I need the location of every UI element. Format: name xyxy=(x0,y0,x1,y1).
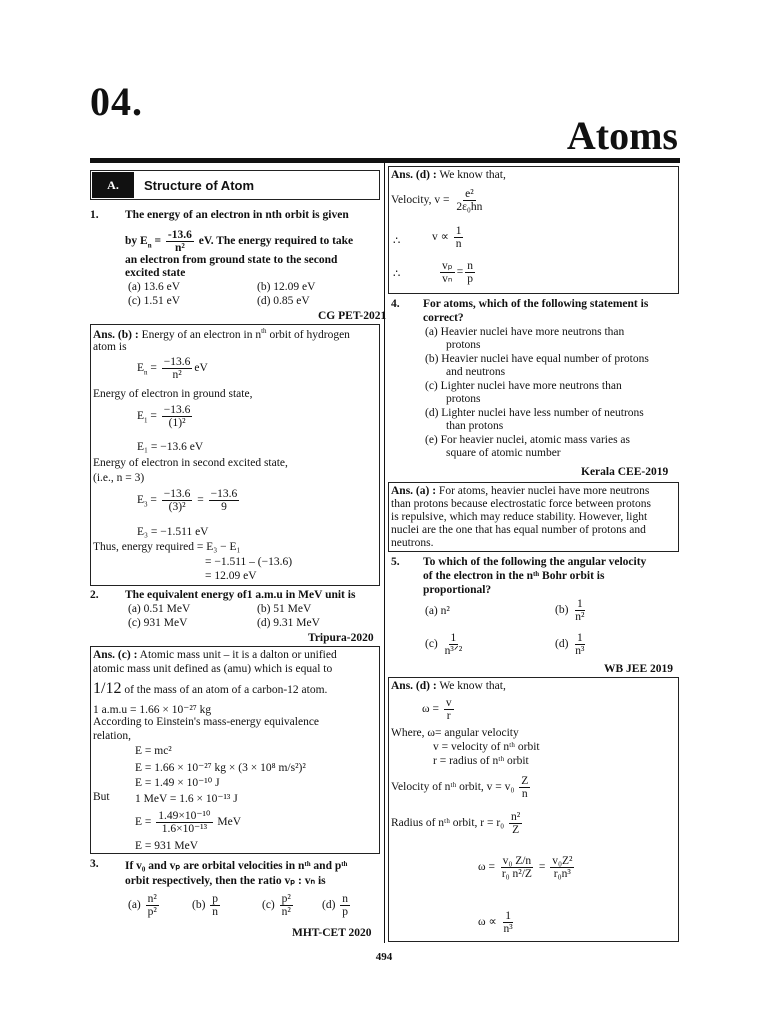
page-number: 494 xyxy=(375,951,393,963)
q1-line4: excited state xyxy=(125,267,186,279)
ans2-eq: E = $\frac{\text{1.49×10⁻¹⁰}}{\text{1.6×10⁻¹³}}$ MeV xyxy=(135,810,242,836)
ans1-eq1: $E_n$ = $\frac{-13.6}{\text{n²}}$ eV xyxy=(137,356,208,382)
ans5-velocity: Velocity of nᵗʰ orbit, v = v₀ $\frac{Z}{n}$ xyxy=(391,775,529,801)
ans4-line1: Ans. (a) : For atoms, heavier nuclei have more neutrons xyxy=(391,485,650,497)
q5-number: 5. xyxy=(391,556,400,568)
q3-source: MHT-CET 2020 xyxy=(292,927,372,939)
section-label: A. xyxy=(92,172,134,198)
section-title: Structure of Atom xyxy=(144,178,255,193)
ans2-line3: 1/12 of the mass of an atom of a carbon-12 atom. xyxy=(93,680,328,697)
ans2-line9: E = 1.49 × 10⁻¹⁰ J xyxy=(135,777,220,789)
q2-option-a: (a) 0.51 MeV xyxy=(128,603,191,615)
q4-option-e2: square of atomic number xyxy=(446,447,561,459)
q2-option-b: (b) 51 MeV xyxy=(257,603,312,615)
title-rule xyxy=(90,158,680,163)
chapter-number: 04. xyxy=(90,79,143,124)
q4-option-c2: protons xyxy=(446,393,481,405)
q4-line2: correct? xyxy=(423,312,464,324)
q1-option-a: (a) 13.6 eV xyxy=(128,281,181,293)
q1-line3: an electron from ground state to the second xyxy=(125,254,338,266)
ans1-line5: Energy of electron in second excited state, xyxy=(93,457,288,469)
ans2-line11: E = 931 MeV xyxy=(135,840,199,852)
ans2-line7: E = mc² xyxy=(135,745,172,757)
q1-line2: by $E_n$ = $\frac{-13.6}{\text{n²}}$ eV. The energy required to take xyxy=(125,229,354,255)
ans1-line4: E₁ = −13.6 eV xyxy=(137,441,204,453)
ans3-proportional: v ∝ $\frac{1}{n}$ xyxy=(432,225,462,251)
q1-number: 1. xyxy=(90,209,99,221)
ans3-therefore2: ∴ xyxy=(393,268,401,280)
ans5-line4: r = radius of nᵗʰ orbit xyxy=(433,755,529,767)
q3-number: 3. xyxy=(90,858,99,870)
ans1-line8: Thus, energy required = E₃ − E₁ xyxy=(93,541,241,553)
q4-option-c1: (c) Lighter nuclei have more neutrons than xyxy=(425,380,622,392)
ans3-line1: Ans. (d) : We know that, xyxy=(391,169,506,181)
ans1-line3: Energy of electron in ground state, xyxy=(93,388,253,400)
ans1-line2: atom is xyxy=(93,341,127,353)
q3-option-d: (d) $\frac{n}{p}$ xyxy=(322,893,349,919)
ans4-line5: neutrons. xyxy=(391,537,434,549)
ans3-therefore1: ∴ xyxy=(393,235,401,247)
ans3-velocity: Velocity, v = $\frac{\text{e²}}{\text{2ε₀hn}}$ xyxy=(391,188,483,214)
q5-source: WB JEE 2019 xyxy=(604,663,674,675)
ans4-line4: nuclei are the one that has equal number of protons and xyxy=(391,524,646,536)
q3-line2: orbit respectively, then the ratio vₚ : vₙ is xyxy=(125,875,326,887)
ans5-omega-derivation: ω = $\frac{\text{v₀ Z/n}}{\text{r₀ n²/Z}}$ = $\frac{\text{v₀Z²}}{\text{r₀n³}}$ xyxy=(478,855,573,881)
ans4-line2: than protons because electrostatic force between protons xyxy=(391,498,651,510)
q5-option-d: (d) $\frac{1}{\text{n³}}$ xyxy=(555,632,585,658)
ans1-line10: = 12.09 eV xyxy=(205,570,257,582)
ans2-line2: atomic mass unit defined as (amu) which is equal to xyxy=(93,663,333,675)
ans1-line7: E₃ = −1.511 eV xyxy=(137,526,209,538)
ans2-line4: 1 a.m.u = 1.66 × 10⁻²⁷ kg xyxy=(93,704,212,716)
q3-option-c: (c) $\frac{\text{p²}}{\text{n²}}$ xyxy=(262,893,291,919)
ans2-line1: Ans. (c) : Atomic mass unit – it is a dalton or unified xyxy=(93,649,337,661)
q4-source: Kerala CEE-2019 xyxy=(581,466,669,478)
ans2-line5: According to Einstein's mass-energy equivalence xyxy=(93,716,320,728)
q5-line1: To which of the following the angular velocity xyxy=(423,556,647,568)
ans2-line8: E = 1.66 × 10⁻²⁷ kg × (3 × 10⁸ m/s²)² xyxy=(135,762,306,774)
chapter-title: Atoms xyxy=(566,113,678,158)
ans2-line10b: 1 MeV = 1.6 × 10⁻¹³ J xyxy=(135,793,238,805)
q1-option-b: (b) 12.09 eV xyxy=(257,281,316,293)
ans5-line3: v = velocity of nᵗʰ orbit xyxy=(433,741,540,753)
ans5-proportional: ω ∝ $\frac{1}{\text{n³}}$ xyxy=(478,910,513,936)
q2-option-d: (d) 9.31 MeV xyxy=(257,617,320,629)
ans5-line2: Where, ω= angular velocity xyxy=(391,727,519,739)
ans1-eq3: $E_3$ = $\frac{-13.6}{\text{(3)²}}$ = $\frac{-13.6}{9}$ xyxy=(137,488,238,514)
q5-line3: proportional? xyxy=(423,584,492,596)
ans2-line6: relation, xyxy=(93,730,131,742)
ans2-line10a: But xyxy=(93,791,110,803)
ans5-radius: Radius of nᵗʰ orbit, r = r₀ $\frac{\text{n²}}{Z}$ xyxy=(391,811,521,837)
q5-line2: of the electron in the nᵗʰ Bohr orbit is xyxy=(423,570,605,582)
q3-option-b: (b) $\frac{p}{n}$ xyxy=(192,893,219,919)
q2-number: 2. xyxy=(90,589,99,601)
q5-option-a: (a) n² xyxy=(425,605,450,617)
q2-option-c: (c) 931 MeV xyxy=(128,617,188,629)
q2-line1: The equivalent energy of1 a.m.u in MeV unit is xyxy=(125,589,356,601)
q4-option-d1: (d) Lighter nuclei have less number of neutrons xyxy=(425,407,644,419)
q2-source: Tripura-2020 xyxy=(308,632,374,644)
q4-number: 4. xyxy=(391,298,400,310)
ans1-line9: = −1.511 – (−13.6) xyxy=(205,556,293,568)
q1-line1: The energy of an electron in nth orbit is given xyxy=(125,209,349,221)
ans5-line1: Ans. (d) : We know that, xyxy=(391,680,506,692)
q3-line1: If v₀ and vₚ are orbital velocities in nᵗʰ and pᵗʰ xyxy=(125,860,348,872)
ans4-line3: is repulsive, which may reduce stability. However, light xyxy=(391,511,648,523)
q4-option-d2: than protons xyxy=(446,420,504,432)
q4-option-a2: protons xyxy=(446,339,481,351)
q3-option-a: (a) $\frac{\text{n²}}{\text{p²}}$ xyxy=(128,893,157,919)
q5-option-c: (c) $\frac{1}{\text{n³ᐟ²}}$ xyxy=(425,632,463,658)
q4-option-b2: and neutrons xyxy=(446,366,506,378)
column-divider xyxy=(384,163,385,943)
q1-source: CG PET-2021 xyxy=(318,310,387,322)
q4-option-a1: (a) Heavier nuclei have more neutrons than xyxy=(425,326,625,338)
ans5-omega: ω = $\frac{v}{r}$ xyxy=(422,697,452,723)
q5-option-b: (b) $\frac{1}{\text{n²}}$ xyxy=(555,598,585,624)
q4-option-b1: (b) Heavier nuclei have equal number of protons xyxy=(425,353,649,365)
ans3-ratio: $\frac{\text{vₚ}}{\text{vₙ}}$ = $\frac{n}{p}$ xyxy=(442,260,473,286)
ans1-line6: (i.e., n = 3) xyxy=(93,472,145,484)
ans1-line1: Ans. (b) : Energy of an electron in $n^{th}$ orbit of hydrogen xyxy=(93,327,350,341)
q1-option-c: (c) 1.51 eV xyxy=(128,295,181,307)
q4-line1: For atoms, which of the following statement is xyxy=(423,298,649,310)
q1-option-d: (d) 0.85 eV xyxy=(257,295,310,307)
ans1-eq2: $E_1$ = $\frac{-13.6}{\text{(1)²}}$ xyxy=(137,404,191,430)
q4-option-e1: (e) For heavier nuclei, atomic mass varies as xyxy=(425,434,631,446)
